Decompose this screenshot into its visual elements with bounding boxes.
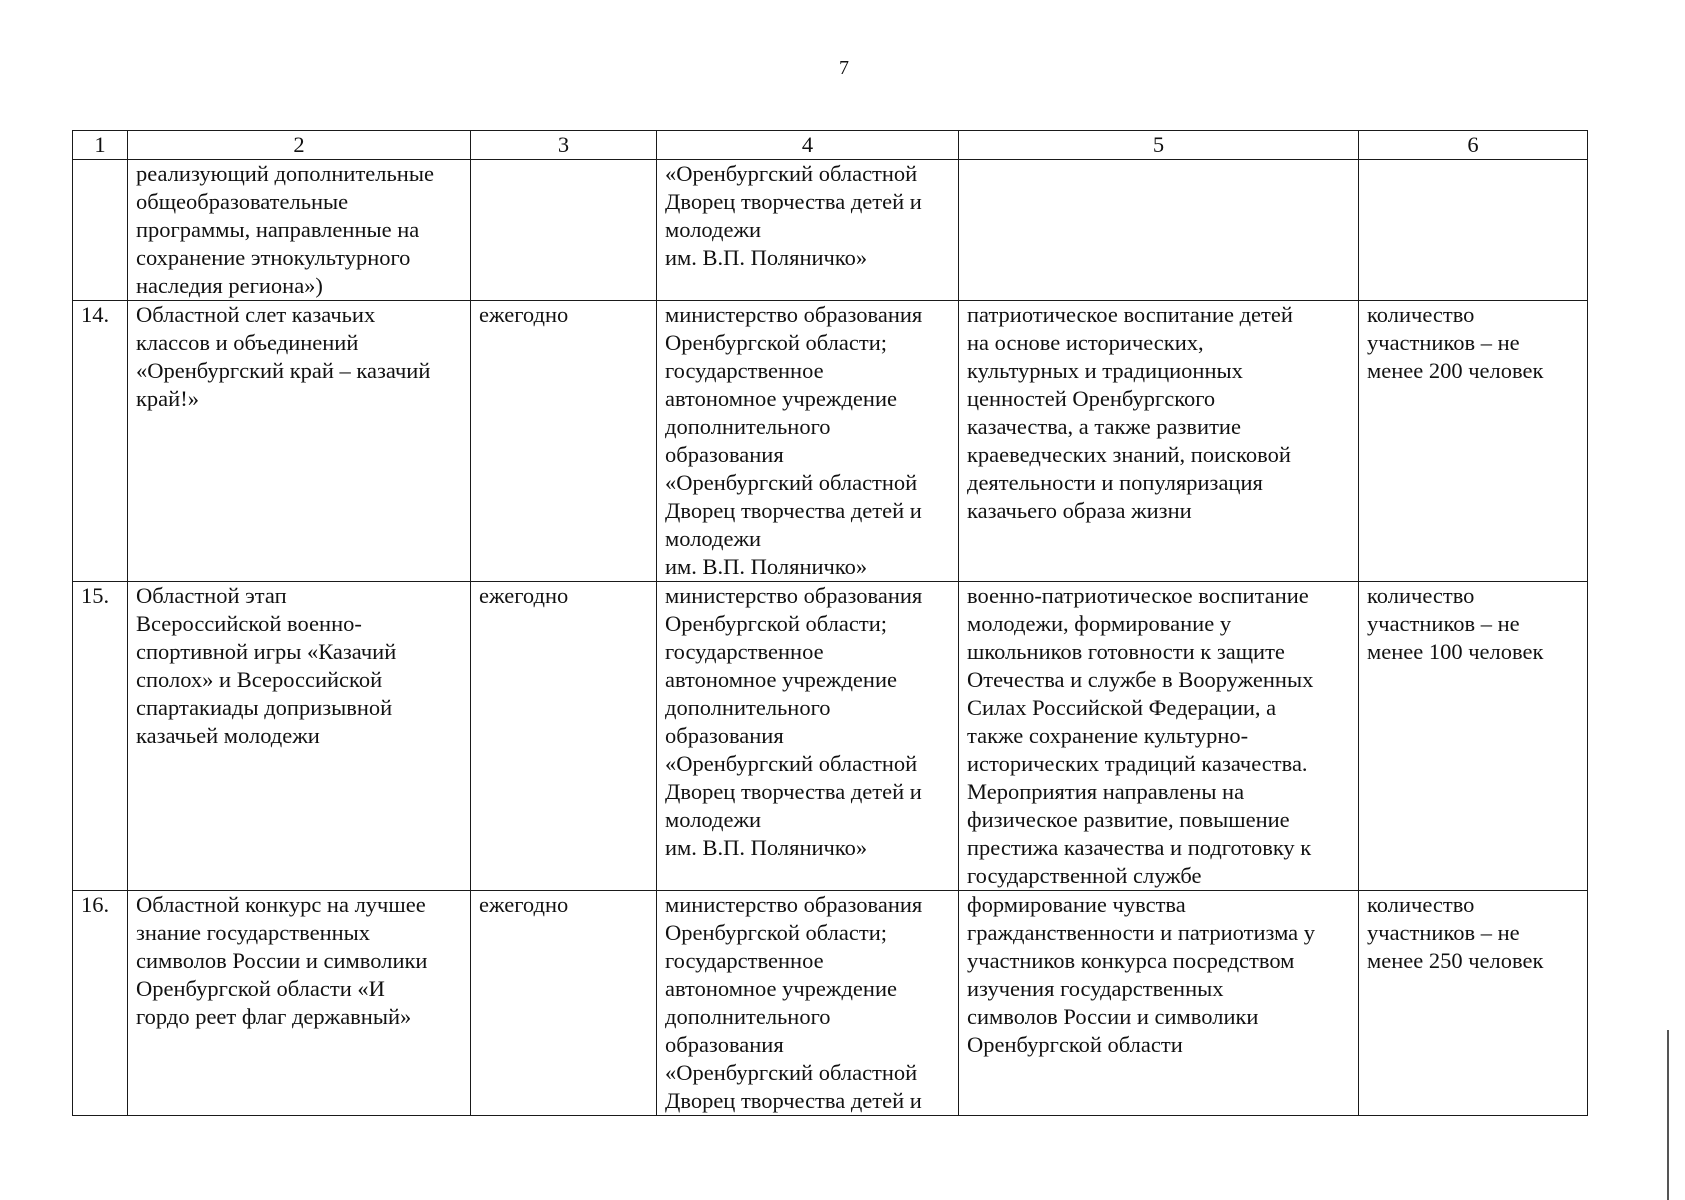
period-cell bbox=[471, 582, 657, 891]
table-row bbox=[73, 160, 1588, 301]
row-number-cell bbox=[73, 582, 128, 891]
result: количество участников – не менее 100 человек bbox=[1367, 583, 1544, 664]
result-cell bbox=[1359, 301, 1588, 582]
goal-cell bbox=[959, 582, 1359, 891]
event-name-cell bbox=[128, 891, 471, 1116]
organizer: министерство образования Оренбургской области; государственное автономное учреждение дополнительного образования «Оренбургский областной Дворец творчества детей и bbox=[665, 892, 923, 1113]
table-header-row bbox=[73, 131, 1588, 160]
period: ежегодно bbox=[479, 892, 569, 917]
organizer: министерство образования Оренбургской области; государственное автономное учреждение дополнительного образования «Оренбургский областной Дворец творчества детей и молодежи им. В.П. Поляничко» bbox=[665, 583, 923, 860]
table-row bbox=[73, 582, 1588, 891]
column-header-2: 2 bbox=[128, 131, 471, 160]
goal-cell bbox=[959, 301, 1359, 582]
events-table bbox=[72, 130, 1588, 1116]
event-name: Областной конкурс на лучшее знание государственных символов России и символики Оренбургской области «И гордо реет флаг державный» bbox=[136, 892, 428, 1029]
goal-cell bbox=[959, 891, 1359, 1116]
row-number: 16. bbox=[81, 892, 110, 917]
result: количество участников – не менее 250 человек bbox=[1367, 892, 1544, 973]
goal: патриотическое воспитание детей на основе исторических, культурных и традиционных ценностей Оренбургского казачества, а также развитие краеведческих знаний, поисковой деятельности и популяризация казачьего образа жизни bbox=[967, 302, 1293, 523]
organizer-cell bbox=[657, 160, 959, 301]
period-cell bbox=[471, 891, 657, 1116]
goal: военно-патриотическое воспитание молодежи, формирование у школьников готовности к защите Отечества и службе в Вооруженных Силах Российской Федерации, а также сохранение культурно- исторических традиций казачества. Мероприятия направлены на физическое развитие, повышение престижа казачества и подготовку к государственной службе bbox=[967, 583, 1314, 888]
event-name: реализующий дополнительные общеобразовательные программы, направленные на сохранение этнокультурного наследия региона») bbox=[136, 161, 434, 298]
result-cell bbox=[1359, 891, 1588, 1116]
row-number-cell bbox=[73, 160, 128, 301]
event-name-cell bbox=[128, 301, 471, 582]
period-cell bbox=[471, 301, 657, 582]
organizer-cell bbox=[657, 301, 959, 582]
period: ежегодно bbox=[479, 302, 569, 327]
result-cell bbox=[1359, 160, 1588, 301]
period: ежегодно bbox=[479, 583, 569, 608]
organizer-cell bbox=[657, 891, 959, 1116]
row-number-cell bbox=[73, 301, 128, 582]
table-row bbox=[73, 301, 1588, 582]
column-header-6: 6 bbox=[1359, 131, 1588, 160]
scan-edge-line bbox=[1667, 1030, 1669, 1200]
goal: формирование чувства гражданственности и патриотизма у участников конкурса посредством изучения государственных символов России и символики Оренбургской области bbox=[967, 892, 1316, 1057]
column-header-4: 4 bbox=[657, 131, 959, 160]
column-header-3: 3 bbox=[471, 131, 657, 160]
column-header-1: 1 bbox=[73, 131, 128, 160]
page-number: 7 bbox=[839, 57, 849, 79]
organizer: «Оренбургский областной Дворец творчества детей и молодежи им. В.П. Поляничко» bbox=[665, 161, 922, 270]
result: количество участников – не менее 200 человек bbox=[1367, 302, 1544, 383]
organizer: министерство образования Оренбургской области; государственное автономное учреждение дополнительного образования «Оренбургский областной Дворец творчества детей и молодежи им. В.П. Поляничко» bbox=[665, 302, 923, 579]
event-name: Областной этап Всероссийской военно- спортивной игры «Казачий сполох» и Всероссийской спартакиады допризывной казачьей молодежи bbox=[136, 583, 397, 748]
table-row bbox=[73, 891, 1588, 1116]
goal-cell bbox=[959, 160, 1359, 301]
row-number: 15. bbox=[81, 583, 110, 608]
result-cell bbox=[1359, 582, 1588, 891]
organizer-cell bbox=[657, 582, 959, 891]
row-number-cell bbox=[73, 891, 128, 1116]
event-name-cell bbox=[128, 160, 471, 301]
event-name-cell bbox=[128, 582, 471, 891]
row-number: 14. bbox=[81, 302, 110, 327]
event-name: Областной слет казачьих классов и объединений «Оренбургский край – казачий край!» bbox=[136, 302, 431, 411]
period-cell bbox=[471, 160, 657, 301]
column-header-5: 5 bbox=[959, 131, 1359, 160]
